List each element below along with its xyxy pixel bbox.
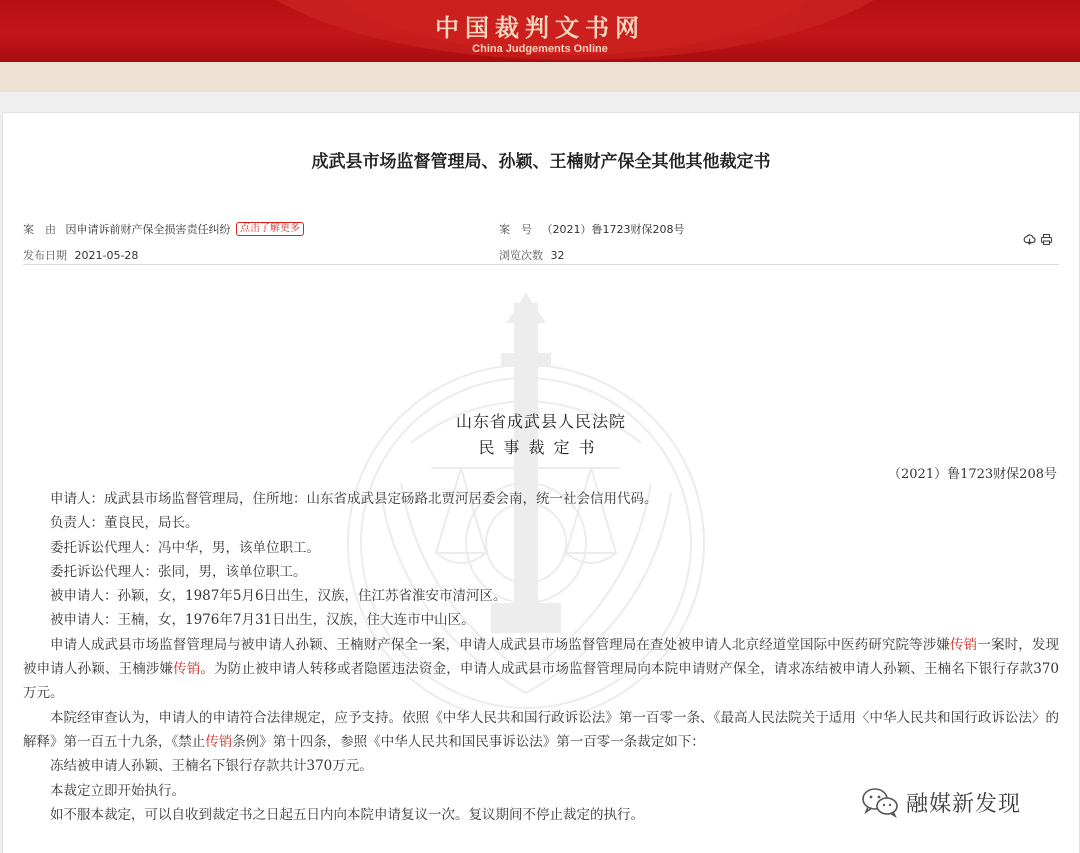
highlight-keyword: 传销 — [205, 733, 233, 750]
wechat-watermark — [860, 786, 1021, 818]
site-header — [0, 0, 1080, 62]
paragraph-agent-2: 委托诉讼代理人：张同，男，该单位职工。 — [50, 563, 307, 580]
meta-cause — [23, 221, 304, 237]
facts-text-b: 一案时，发现被申请人孙颖、王楠涉嫌 — [23, 636, 1060, 678]
meta-views — [499, 247, 565, 263]
document-type: 民事裁定书 — [478, 438, 604, 457]
meta-case-no-label: 案 号 — [499, 223, 532, 236]
wechat-icon — [860, 786, 900, 818]
wechat-account-name: 融媒新发现 — [906, 791, 1022, 817]
paragraph-responsible-person: 负责人：董良民，局长。 — [50, 515, 199, 532]
document-paper — [2, 112, 1080, 853]
paragraph-appeal-notice: 如不服本裁定，可以自收到裁定书之日起五日内向本院申请复议一次。复议期间不停止裁定的执行。 — [50, 806, 644, 823]
header-sub-bar — [0, 62, 1080, 92]
court-name: 山东省成武县人民法院 — [455, 412, 626, 431]
document-body — [23, 487, 1059, 827]
paragraph-case-facts — [23, 633, 1059, 706]
highlight-keyword: 传销 — [950, 636, 978, 653]
paragraph-respondent-2: 被申请人：王楠，女，1976年7月31日出生，汉族，住大连市中山区。 — [50, 612, 475, 629]
case-number: （2021）鲁1723财保208号 — [888, 467, 1057, 482]
paragraph-ruling: 冻结被申请人孙颖、王楠名下银行存款共计370万元。 — [50, 758, 373, 775]
paragraph-court-opinion — [23, 706, 1059, 755]
opinion-text-b: 条例》第十四条，参照《中华人民共和国民事诉讼法》第一百零一条裁定如下： — [232, 733, 705, 750]
meta-views-label: 浏览次数 — [499, 249, 543, 262]
site-logo[interactable] — [0, 14, 1080, 56]
more-info-link[interactable]: 点击了解更多 — [236, 222, 304, 236]
meta-publish-date — [23, 247, 138, 263]
meta-publish-value: 2021-05-28 — [74, 249, 139, 262]
paragraph-respondent-1: 被申请人：孙颖，女，1987年5月6日出生，汉族，住江苏省淮安市清河区。 — [50, 588, 507, 605]
meta-cause-value: 因申请诉前财产保全损害责任纠纷 — [65, 223, 231, 236]
site-name-cn: 中国裁判文书网 — [435, 14, 645, 42]
meta-case-no-value: （2021）鲁1723财保208号 — [541, 223, 685, 236]
meta-divider — [23, 264, 1059, 265]
download-icon[interactable] — [1023, 231, 1036, 244]
facts-text-c: 。为防止被申请人转移或者隐匿违法资金，申请人成武县市场监督管理局向本院申请财产保全，请求冻结被申请人孙颖、王楠名下银行存款370万元。 — [23, 661, 1060, 702]
meta-cause-label: 案 由 — [23, 223, 56, 236]
highlight-keyword: 传销 — [173, 661, 201, 678]
meta-case-no — [499, 221, 684, 237]
facts-text-a: 申请人成武县市场监督管理局与被申请人孙颖、王楠财产保全一案，申请人成武县市场监督管理局在查处被申请人北京经道堂国际中医药研究院等涉嫌 — [50, 636, 951, 653]
meta-publish-label: 发布日期 — [23, 249, 67, 262]
opinion-text-a: 本院经审查认为，申请人的申请符合法律规定，应予支持。依照《中华人民共和国行政诉讼法》第一百零一条、《最高人民法院关于适用〈中华人民共和国行政诉讼法〉的解释》第一百五十九条，《禁止 — [23, 709, 1059, 750]
paragraph-execution: 本裁定立即开始执行。 — [50, 782, 185, 799]
print-icon[interactable] — [1040, 231, 1053, 244]
meta-views-value: 32 — [550, 249, 565, 262]
paragraph-applicant: 申请人：成武县市场监督管理局，住所地：山东省成武县定砀路北贾河居委会南，统一社会信用代码。 — [50, 491, 658, 507]
site-name-en: China Judgements Online — [472, 43, 608, 55]
paragraph-agent-1: 委托诉讼代理人：冯中华，男，该单位职工。 — [50, 539, 320, 556]
document-tools — [1023, 231, 1053, 244]
document-title: 成武县市场监督管理局、孙颖、王楠财产保全其他其他裁定书 — [311, 152, 771, 172]
